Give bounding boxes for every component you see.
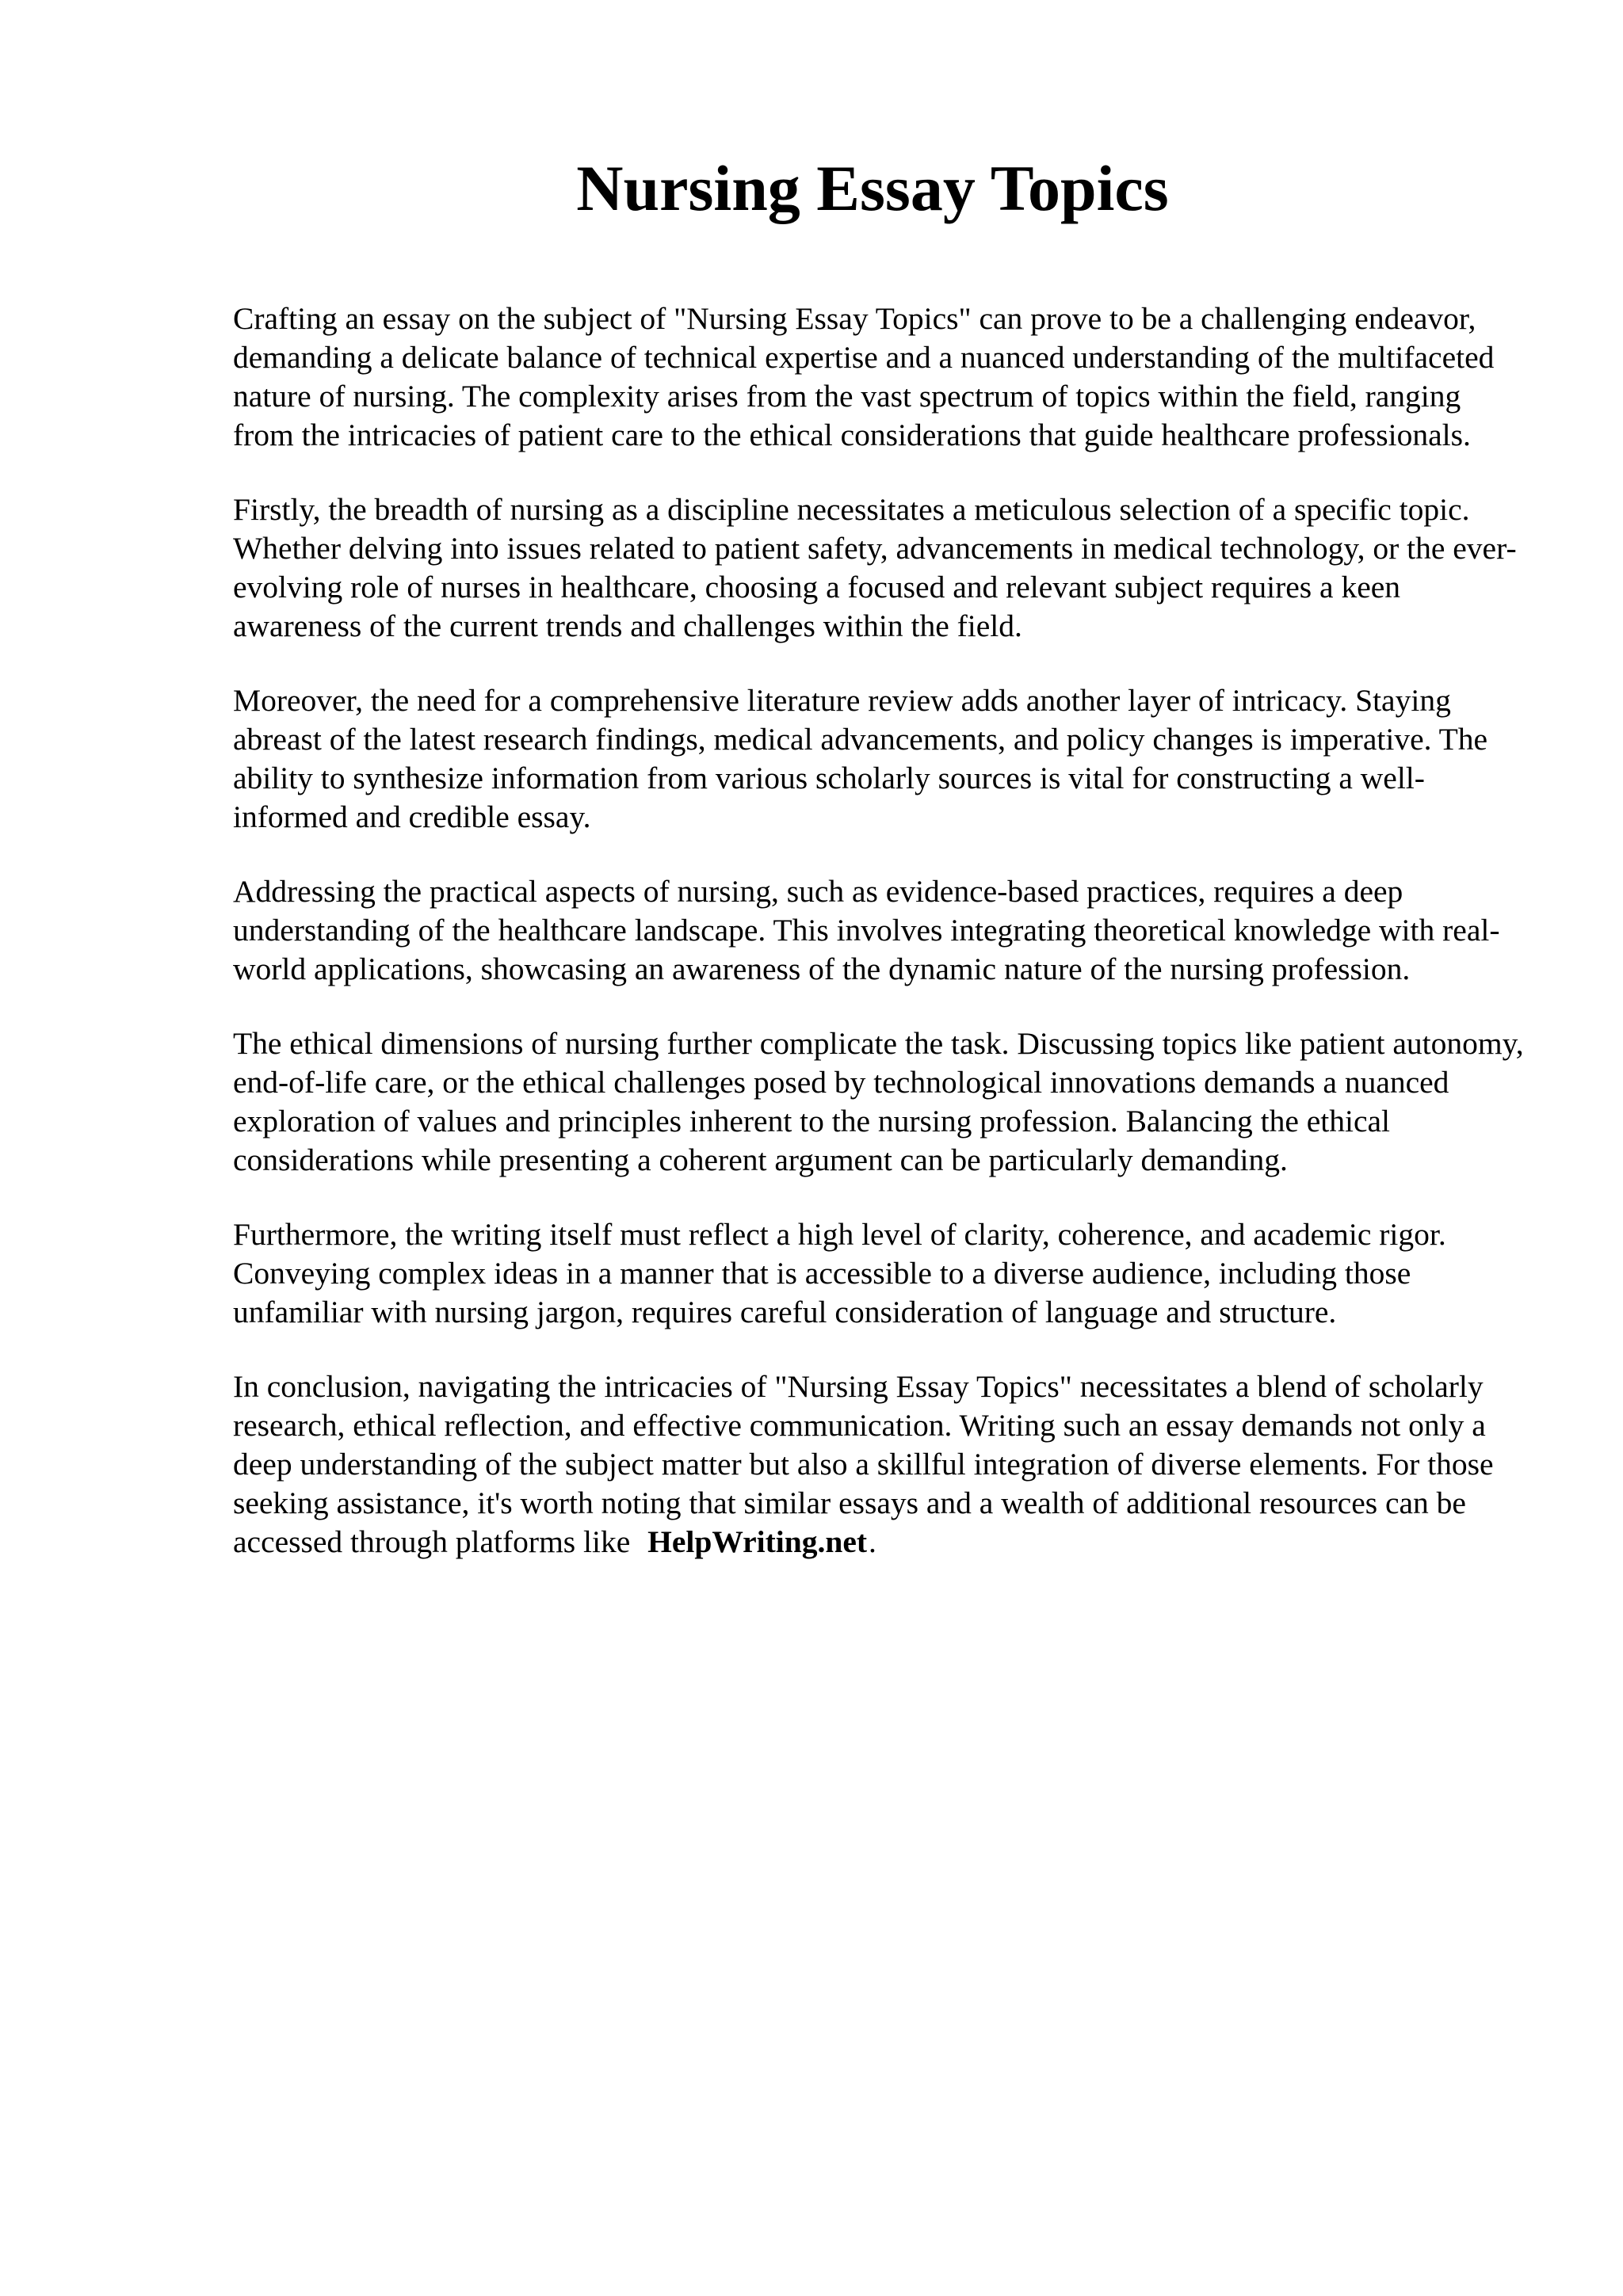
- paragraph-5: The ethical dimensions of nursing further complicate the task. Discussing topics like patient autonomy, end-of-life care, or the ethical challenges posed by technological innovations demands a nuanced exploration of values and principles inherent to the nursing profession. Balancing the ethical considerations while presenting a coherent argument can be particularly demanding.: [233, 1026, 1524, 1177]
- paragraph-6: Furthermore, the writing itself must reflect a high level of clarity, coherence, and academic rigor. Conveying complex ideas in a manner that is accessible to a diverse audience, including those unfamiliar with nursing jargon, requires careful consideration of language and structure.: [233, 1217, 1446, 1329]
- helpwriting-link[interactable]: HelpWriting.net: [647, 1524, 868, 1559]
- essay-body: [233, 299, 1525, 1597]
- page-title: Nursing Essay Topics: [576, 152, 1169, 224]
- paragraph-4: Addressing the practical aspects of nursing, such as evidence-based practices, requires a deep understanding of the healthcare landscape. This involves integrating theoretical knowledge with real-world applications, showcasing an awareness of the dynamic nature of the nursing profession.: [233, 874, 1500, 986]
- paragraph-2: Firstly, the breadth of nursing as a discipline necessitates a meticulous selection of a specific topic. Whether delving into issues related to patient safety, advancements in medical technology, or the ever-evolving role of nurses in healthcare, choosing a focused and relevant subject requires a keen awareness of the current trends and challenges within the field.: [233, 492, 1517, 643]
- paragraph-conclusion: [233, 1367, 1525, 1562]
- paragraph-3: Moreover, the need for a comprehensive literature review adds another layer of intricacy. Staying abreast of the latest research findings, medical advancements, and policy changes is imperative. The ability to synthesize information from various scholarly sources is vital for constructing a well-informed and credible essay.: [233, 683, 1488, 834]
- paragraph-1: Crafting an essay on the subject of "Nursing Essay Topics" can prove to be a challenging endeavor, demanding a delicate balance of technical expertise and a nuanced understanding of the multifaceted nature of nursing. The complexity arises from the vast spectrum of topics within the field, ranging from the intricacies of patient care to the ethical considerations that guide healthcare professionals.: [233, 301, 1495, 452]
- conclusion-end: .: [869, 1524, 876, 1559]
- conclusion-text: In conclusion, navigating the intricacies of "Nursing Essay Topics" necessitates a blend of scholarly research, ethical reflection, and effective communication. Writing such an essay demands not only a deep understanding of the subject matter but also a skillful integration of diverse elements. For those seeking assistance, it's worth noting that similar essays and a wealth of additional resources can be accessed through platforms like: [233, 1369, 1494, 1559]
